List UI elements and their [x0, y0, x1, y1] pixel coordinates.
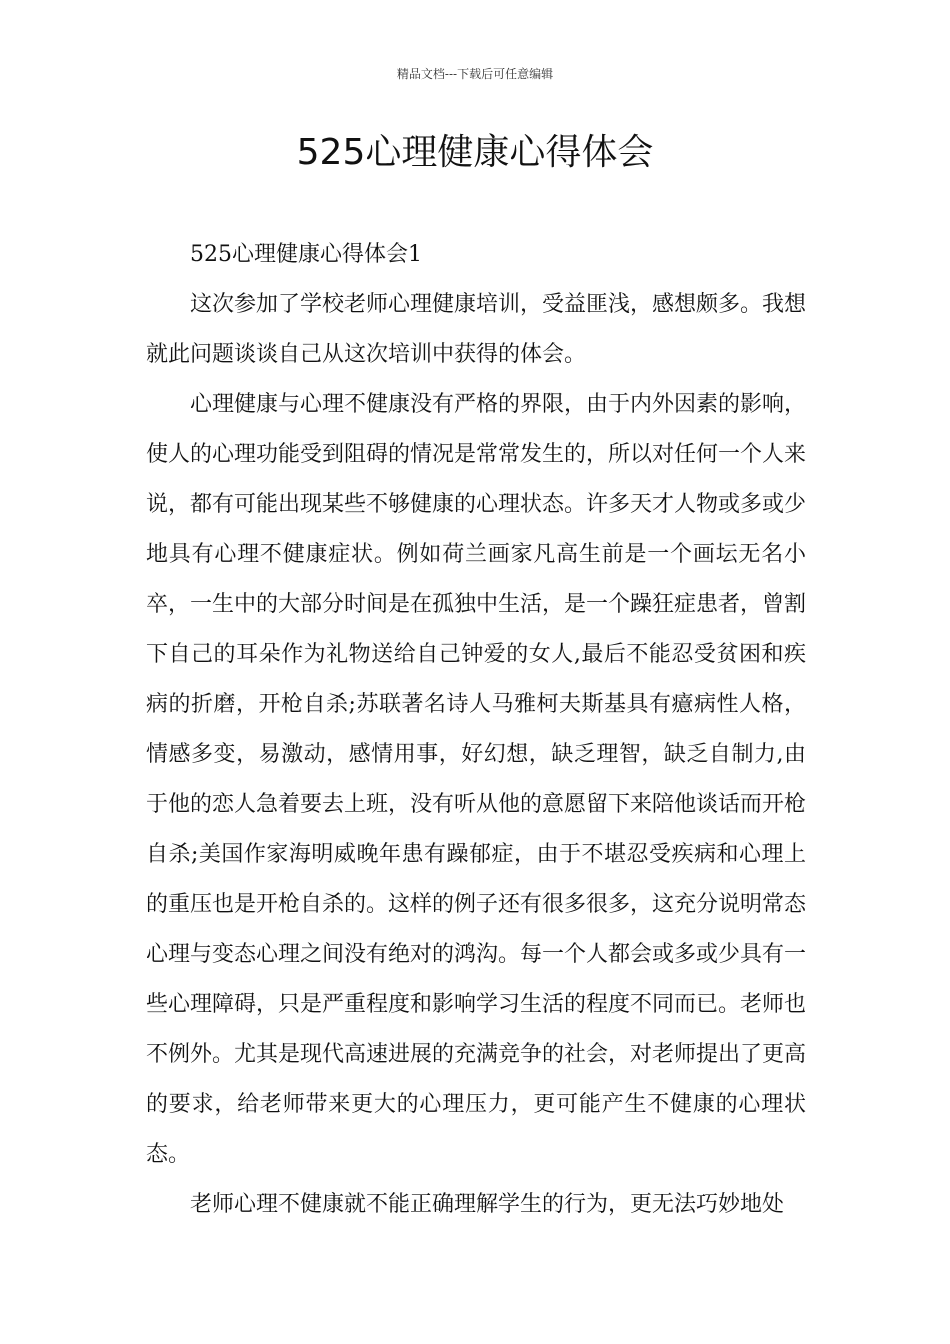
document-title: 525心理健康心得体会	[296, 132, 654, 173]
section-heading: 525心理健康心得体会1	[190, 242, 422, 267]
paragraph: 这次参加了学校老师心理健康培训，受益匪浅，感想颇多。我想就此问题谈谈自己从这次培训中获得的体会。	[146, 292, 807, 367]
paragraph: 老师心理不健康就不能正确理解学生的行为，更无法巧妙地处	[190, 1192, 785, 1217]
document-body	[146, 230, 806, 1230]
header-note: 精品文档---下载后可任意编辑	[396, 67, 554, 81]
paragraph: 心理健康与心理不健康没有严格的界限，由于内外因素的影响，使人的心理功能受到阻碍的情况是常常发生的，所以对任何一个人来说，都有可能出现某些不够健康的心理状态。许多天才人物或多或少地具有心理不健康症状。例如荷兰画家凡高生前是一个画坛无名小卒，一生中的大部分时间是在孤独中生活，是一个躁狂症患者，曾割下自己的耳朵作为礼物送给自己钟爱的女人,最后不能忍受贫困和疾病的折磨，开枪自杀;苏联著名诗人马雅柯夫斯基具有癔病性人格，情感多变，易激动，感情用事，好幻想，缺乏理智，缺乏自制力,由于他的恋人急着要去上班，没有听从他的意愿留下来陪他谈话而开枪自杀;美国作家海明威晚年患有躁郁症，由于不堪忍受疾病和心理上的重压也是开枪自杀的。这样的例子还有很多很多，这充分说明常态心理与变态心理之间没有绝对的鸿沟。每一个人都会或多或少具有一些心理障碍，只是严重程度和影响学习生活的程度不同而已。老师也不例外。尤其是现代高速进展的充满竞争的社会，对老师提出了更高的要求，给老师带来更大的心理压力，更可能产生不健康的心理状态。	[146, 392, 807, 1167]
